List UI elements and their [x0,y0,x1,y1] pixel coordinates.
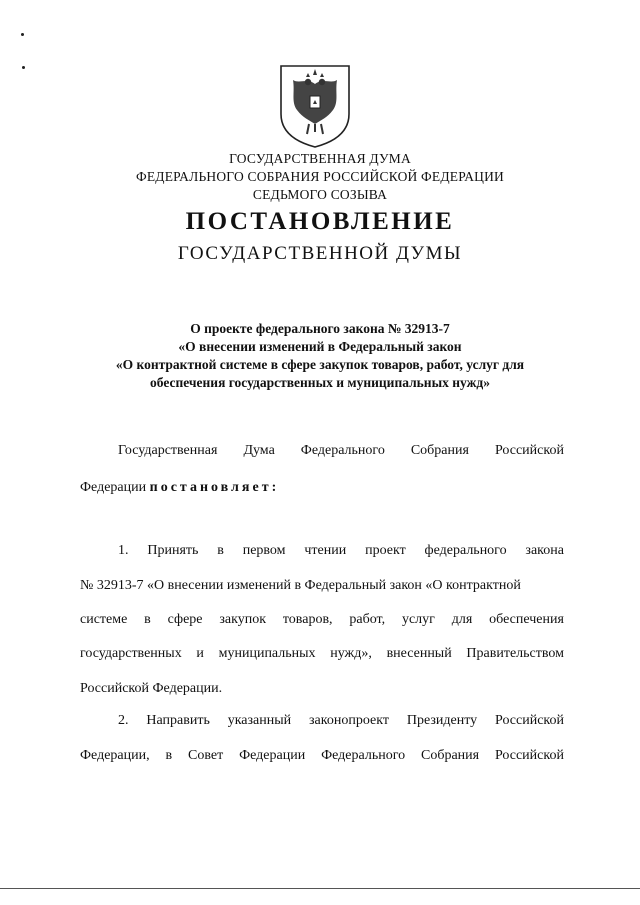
word: Собрания [420,748,480,763]
item-1-line-5 [80,681,564,697]
preamble-line-1 [118,443,564,459]
line-text: № 32913-7 «О внесении изменений в Федеральный закон «О контрактной [80,578,521,593]
word: услуг [401,612,435,627]
document-title: ПОСТАНОВЛЕНИЕ [185,208,455,235]
word: в [217,543,224,558]
word: Российской [495,713,564,728]
word: в [165,748,173,763]
justified-row [80,748,564,764]
word: Федерации [239,748,306,763]
subject-line-4: обеспечения государственных и муниципальных нужд» [150,375,490,390]
subject-line-3: «О контрактной системе в сфере закупок товаров, работ, услуг для [115,357,525,372]
word: закупок [219,612,267,627]
word: законопроект [309,713,389,728]
line-text: Российской Федерации. [80,681,223,696]
word: нужд», [330,646,372,661]
justified-row [118,543,564,559]
scan-speck [21,33,24,36]
word: Государственная [118,443,218,458]
justified-row [118,713,564,729]
word: работ, [349,612,386,627]
subject-line-2: «О внесении изменений в Федеральный закон [178,339,462,354]
word: Совет [188,748,224,763]
word: товаров, [282,612,333,627]
word: Дума [243,443,275,458]
word: Направить [146,713,210,728]
word: указанный [227,713,292,728]
item-2-line-2 [80,748,564,764]
word: и [196,646,204,661]
word: для [451,612,473,627]
item-1-line-3 [80,612,564,628]
subject-line-1: О проекте федерального закона № 32913-7 [190,321,450,336]
justified-row [80,646,564,662]
word: муниципальных [218,646,316,661]
preamble-line-2 [80,480,564,496]
word: Федерации [80,480,147,495]
item-2-line-1 [118,713,564,729]
word: чтении [304,543,347,558]
word: обеспечения [489,612,564,627]
word: государственных [80,646,182,661]
item-1-line-1 [118,543,564,559]
scan-speck [22,66,25,69]
word: Федерального [321,748,406,763]
item-1-line-4 [80,646,564,662]
word: Президенту [406,713,478,728]
word: Правительством [466,646,564,661]
word: проект [365,543,406,558]
coat-of-arms-emblem-icon [277,62,353,150]
word: первом [242,543,286,558]
issuing-body-header [0,150,640,204]
word: Принять [147,543,199,558]
word: Федерального [300,443,385,458]
page-bottom-divider [0,888,640,889]
word: Российской [494,443,564,458]
resolution-subject [0,320,640,392]
word: закона [525,543,564,558]
word: 1. [118,543,129,558]
word: 2. [118,713,129,728]
word: сфере [167,612,203,627]
word: в [144,612,151,627]
org-line-2: ФЕДЕРАЛЬНОГО СОБРАНИЯ РОССИЙСКОЙ ФЕДЕРАЦИИ [136,169,504,184]
operative-word: постановляет: [149,480,280,495]
word: Федерации, [80,748,150,763]
word: Российской [494,748,564,763]
word: федерального [424,543,507,558]
word: системе [80,612,128,627]
org-line-3: СЕДЬМОГО СОЗЫВА [252,187,388,202]
item-1-line-2 [80,578,564,594]
justified-row [118,443,564,459]
org-line-1: ГОСУДАРСТВЕННАЯ ДУМА [229,151,411,166]
word: Собрания [410,443,469,458]
word: внесенный [386,646,452,661]
document-subtitle: ГОСУДАРСТВЕННОЙ ДУМЫ [177,243,463,264]
justified-row [80,612,564,628]
